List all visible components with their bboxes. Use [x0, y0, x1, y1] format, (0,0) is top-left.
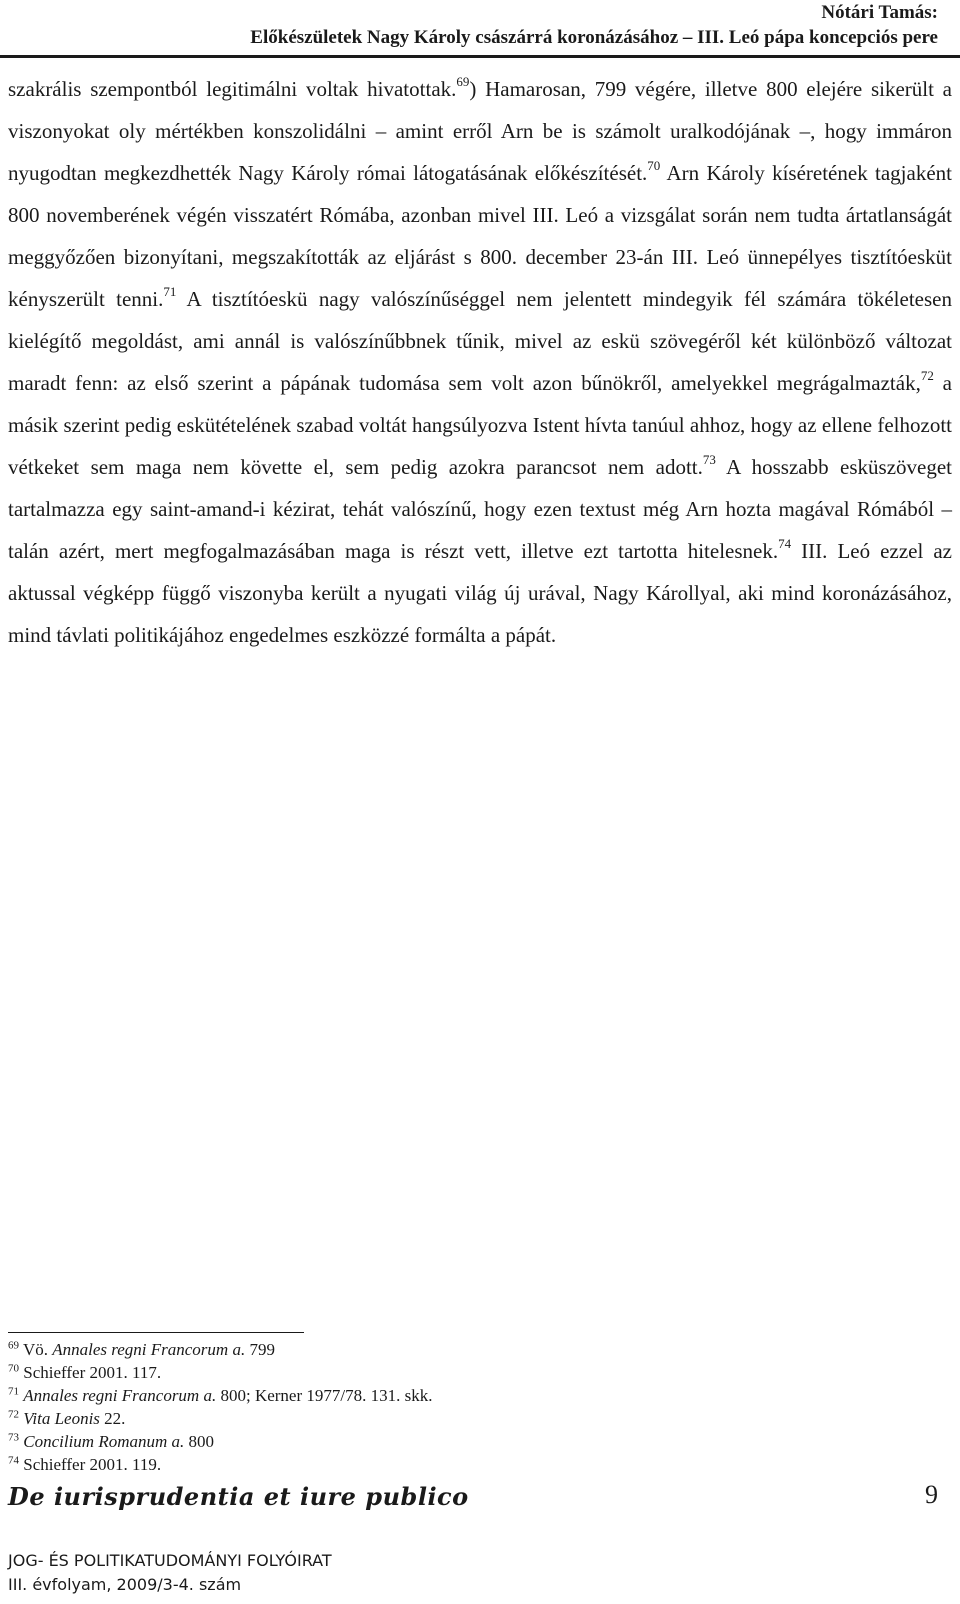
- footnote-ref[interactable]: 71: [163, 284, 177, 299]
- body-text-run: Arn Károly kíséretének tagjaként 800 novemberének végén visszatért Rómába, azonban mivel III. Leó a vizsgálat során nem tudta ártatlanságát meggyőzően bizonyítani, megszakították az eljárást s 800. december 23-án III. Leó ünnepélyes tisztítóesküt kényszerült tenni.: [8, 161, 952, 311]
- footnote: [8, 1338, 708, 1361]
- footnote-source-title: Annales regni Francorum a.: [52, 1340, 246, 1359]
- running-header: [0, 0, 938, 50]
- header-title: Előkészületek Nagy Károly császárrá koronázásához – III. Leó pápa koncepciós pere: [250, 27, 938, 48]
- footnote: [8, 1453, 708, 1476]
- body-text-run: A tisztítóeskü nagy valószínűséggel nem jelentett mindegyik fél számára tökéletesen kielégítő megoldást, ami annál is valószínűbbnek tűnik, mivel az eskü szövegéről két különböző változat maradt fenn: az első szerint a pápának tudomása sem volt azon bűnökről, amelyekkel megrágalmazták,: [8, 287, 952, 395]
- footnote-text: 800; Kerner 1977/78. 131. skk.: [216, 1386, 433, 1405]
- footnote-text: 22.: [99, 1409, 126, 1428]
- footnote-source-title: Annales regni Francorum a.: [23, 1386, 217, 1405]
- footnote-number: 74: [8, 1454, 19, 1467]
- footnote-number: 71: [8, 1385, 19, 1398]
- journal-title: De iurisprudentia et iure publico: [8, 1482, 469, 1511]
- header-divider: [0, 55, 960, 58]
- footnote-ref[interactable]: 73: [702, 452, 716, 467]
- body-text-run: A hosszabb esküszöveget tartalmazza egy saint-amand-i kézirat, tehát valószínű, hogy ezen textust még Arn hozta magával Rómából – talán azért, mert megfogalmazásában maga is részt vett, illetve ezt tartotta hitelesnek.: [8, 455, 952, 563]
- journal-issue: III. évfolyam, 2009/3-4. szám: [8, 1575, 242, 1594]
- footnote-ref[interactable]: 69: [456, 74, 470, 89]
- body-text-run: a másik szerint pedig eskütételének szabad voltát hangsúlyozva Istent hívta tanúul ahhoz, hogy az ellene felhozott vétkeket sem maga nem követte el, sem pedig azokra parancsot nem adott.: [8, 371, 953, 479]
- footnote: [8, 1384, 708, 1407]
- footnote-text: Schieffer 2001. 117.: [23, 1363, 162, 1382]
- footnote-divider: [8, 1332, 304, 1333]
- footnote-number: 72: [8, 1408, 19, 1421]
- footnote-number: 70: [8, 1362, 19, 1375]
- footnotes-list: [8, 1338, 708, 1476]
- footnote-text: 800: [184, 1432, 215, 1451]
- body-text-run: III. Leó ezzel az aktussal végképp függő viszonyba került a nyugati világ új urával, Nagy Károllyal, aki mind koronázásához, mind távlati politikájához engedelmes eszközzé formálta a pápát.: [8, 539, 952, 647]
- footnote-source-title: Concilium Romanum a.: [23, 1432, 185, 1451]
- footnote: [8, 1361, 708, 1384]
- footnote-text: Vö.: [22, 1340, 53, 1359]
- body-text-run: ) Hamarosan, 799 végére, illetve 800 elejére sikerült a viszonyokat oly mértékben konszolidálni – amint erről Arn be is számolt uralkodójának –, hogy immáron nyugodtan megkezdhették Nagy Károly római látogatásának előkészítését.: [8, 77, 952, 185]
- footnote-number: 69: [8, 1339, 19, 1352]
- page-number: 9: [925, 1480, 938, 1509]
- header-author: Nótári Tamás:: [821, 2, 938, 23]
- footnote-source-title: Vita Leonis: [23, 1409, 100, 1428]
- footnote-text: 799: [245, 1340, 275, 1359]
- footnote-ref[interactable]: 70: [647, 158, 661, 173]
- footnote-ref[interactable]: 72: [920, 368, 934, 383]
- footnote-ref[interactable]: 74: [778, 536, 792, 551]
- footnote: [8, 1407, 708, 1430]
- footnote-text: Schieffer 2001. 119.: [23, 1455, 162, 1474]
- body-paragraph: [8, 68, 952, 656]
- footnote: [8, 1430, 708, 1453]
- footnote-number: 73: [8, 1431, 19, 1444]
- journal-subtitle: JOG- ÉS POLITIKATUDOMÁNYI FOLYÓIRAT: [8, 1551, 332, 1570]
- body-text-run: szakrális szempontból legitimálni voltak hivatottak.: [8, 77, 457, 101]
